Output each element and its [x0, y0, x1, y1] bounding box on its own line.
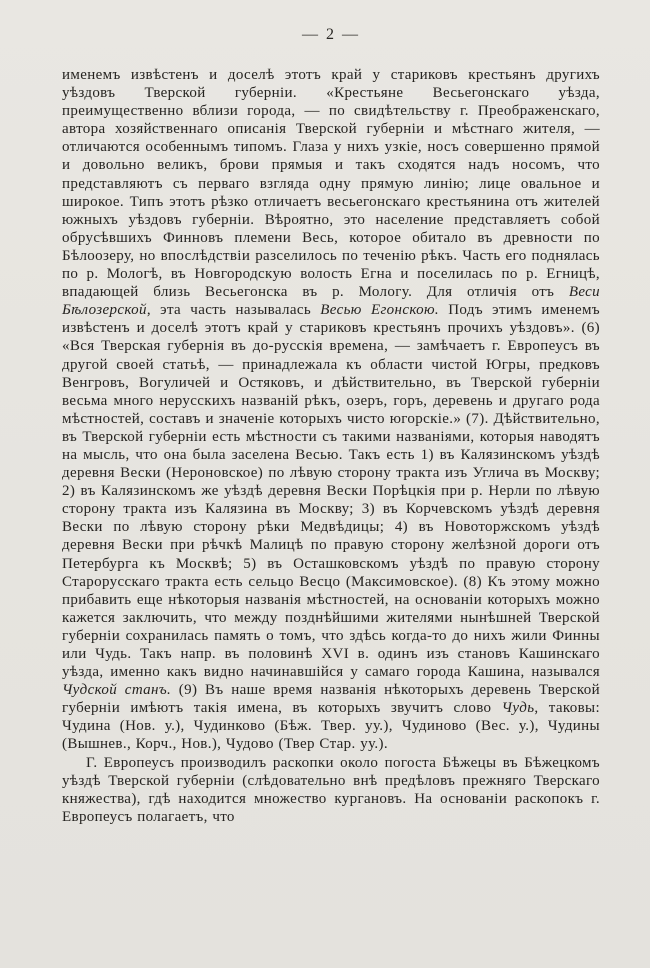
page-number-header: — 2 — [302, 26, 360, 43]
italic-text-run: Чудской станъ. [62, 682, 172, 699]
italic-text-run: Чудь [501, 700, 535, 717]
text-run: именемъ извѣстенъ и доселѣ этотъ край у стариковъ крестьянъ другихъ уѣздовъ Тверской губерніи. «Крестьяне Весьегонскаго уѣзда, преимущественно вблизи города, — по свидѣтельству г. Преображенскаго, автора хозяйственнаго описанія Тверской губерніи и мѣстнаго жителя, — отличаются особеннымъ типомъ. Глаза у нихъ узкіе, носъ совершенно прямой и довольно великъ, брови прямыя и такъ сходятся надъ носомъ, что представляютъ съ перваго взгляда одну прямую линію; лице овальное и широкое. Типъ этотъ рѣзко отличаетъ весьегонскаго крестьянина отъ жителей южныхъ уѣздовъ губерніи. Вѣроятно, это население представляетъ собой обрусѣвшихъ Финновъ племени Весь, которое обитало въ древности по Бѣлоозеру, но впослѣдствіи разселилось по теченію рѣкъ. Часть его поднялась по р. Мологѣ, въ Новгородскую волость Егна и поселилась по р. Егницѣ, впадающей близь Весьегонска въ р. Мологу. Для отличія отъ [62, 67, 600, 301]
italic-text-run: Веси Бѣлозерской [62, 284, 600, 319]
text-run: Подъ этимъ именемъ извѣстенъ и доселѣ этотъ край у стариковъ крестьянъ прочихъ уѣздовъ». (6) «Вся Тверская губернія въ до-русскія времена, — замѣчаетъ г. Европеусъ въ другой своей статьѣ, — принадлежала къ области чистой Югры, предковъ Венгровъ, Вогуличей и Остяковъ, и дѣйствительно, въ Тверской губерніи весьма много нерусскихъ названій рѣкъ, озеръ, горъ, деревень и другаго рода мѣстностей, составъ и значеніе которыхъ чисто югорскіе.» (7). Дѣйствительно, въ Тверской губерніи есть мѣстности съ такими названіями, которыя наводятъ на мысль, что она была заселена Весью. Такъ есть 1) въ Калязинскомъ уѣздѣ деревня Вески (Нероновское) по лѣвую сторону тракта изъ Углича въ Москву; 2) въ Калязинскомъ же уѣздѣ деревня Вески Порѣцкія при р. Нерли по лѣвую сторону тракта изъ Калязина въ Москву; 3) въ Корчевскомъ уѣздѣ деревня Вески по лѣвую сторону рѣки Медвѣдицы; 4) въ Новоторжскомъ уѣздѣ деревня Вески при рѣчкѣ Малицѣ по правую сторону желѣзной дороги отъ Петербурга къ Москвѣ; 5) въ Осташковскомъ уѣздѣ по правую сторону Старорусскаго тракта есть сельцо Весцо (Максимовское). (8) Къ этому можно прибавить еще нѣкоторыя названія мѣстностей, на основаніи которыхъ можно кажется заключить, что между позднѣйшими жителями нынѣшней Тверской губерніи сохранилась память о томъ, что здѣсь когда-то до нихъ жили Финны или Чудь. Такъ напр. въ половинѣ XVI в. одинъ изъ становъ Кашинскаго уѣзда, именно какъ видно начинавшійся у самаго города Кашина, назывался [62, 302, 600, 681]
paragraph [62, 66, 600, 754]
paragraph [62, 754, 600, 826]
italic-text-run: Весью Егонскою. [320, 302, 440, 319]
text-run: Г. Европеусъ производилъ раскопки около погоста Бѣжецы въ Бѣжецкомъ уѣздѣ Тверской губерніи (слѣдовательно внѣ предѣловъ прежняго Тверскаго княжества), гдѣ находится множество кургановъ. На основаніи раскопокъ г. Европеусъ полагаетъ, что [62, 754, 600, 825]
text-run: , таковы: Чудина (Нов. у.), Чудинково (Бѣж. Твер. уу.), Чудиново (Вес. у.), Чудины (Вышнев., Корч., Нов.), Чудово (Твер Стар. уу.). [62, 700, 600, 753]
text-block [62, 66, 600, 826]
text-run: , эта часть называлась [146, 302, 321, 319]
text-run: (9) Въ наше время названія нѣкоторыхъ деревень Тверской губерніи имѣютъ такія имена, въ которыхъ звучитъ слово [62, 682, 600, 717]
